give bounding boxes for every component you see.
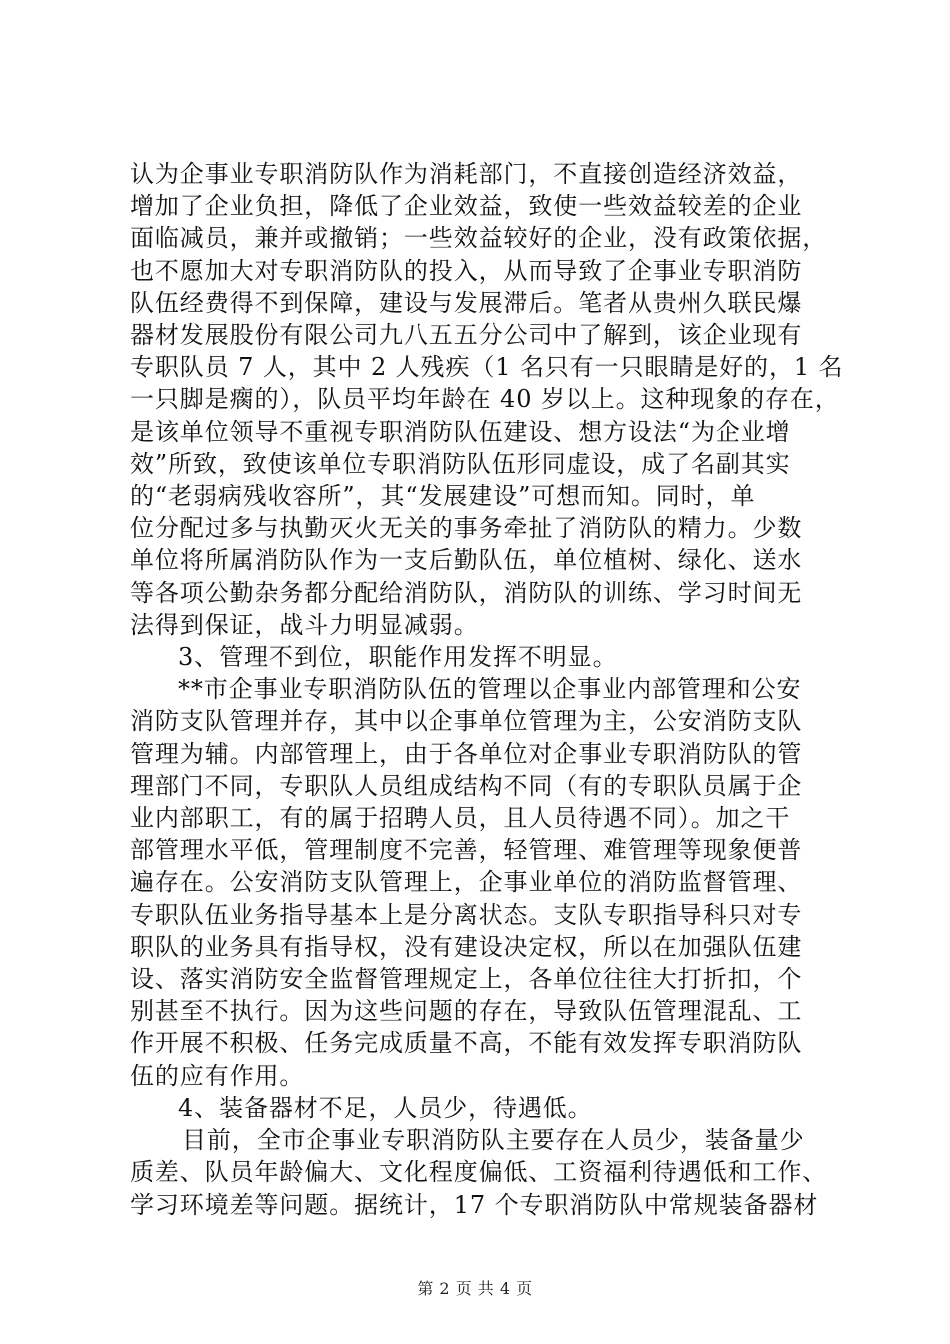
text-line: 认为企事业专职消防队作为消耗部门，不直接创造经济效益， — [130, 160, 803, 188]
text-line: 位分配过多与执勤灭火无关的事务牵扯了消防队的精力。少数 — [130, 514, 803, 543]
section-heading-3: 3、管理不到位，职能作用发挥不明显。 — [178, 643, 618, 672]
text-line: 管理为辅。内部管理上，由于各单位对企事业专职消防队的管 — [130, 739, 803, 768]
text-line: 职队的业务具有指导权，没有建设决定权，所以在加强队伍建 — [130, 932, 803, 961]
text-line: 法得到保证，战斗力明显减弱。 — [130, 610, 479, 639]
text-line: 也不愿加大对专职消防队的投入，从而导致了企事业专职消防 — [130, 256, 803, 285]
text-line: 增加了企业负担，降低了企业效益，致使一些效益较差的企业 — [130, 192, 803, 221]
text-line: 遍存在。公安消防支队管理上，企事业单位的消防监督管理、 — [130, 868, 803, 897]
text-line: 部管理水平低，管理制度不完善，轻管理、难管理等现象便普 — [130, 836, 803, 865]
text-line: 器材发展股份有限公司九八五五分公司中了解到，该企业现有 — [130, 321, 803, 350]
text-line: 专职队伍业务指导基本上是分离状态。支队专职指导科只对专 — [130, 900, 803, 929]
text-line: 面临减员，兼并或撤销；一些效益较好的企业，没有政策依据， — [130, 224, 828, 253]
section-heading-4: 4、装备器材不足，人员少，待遇低。 — [178, 1093, 593, 1122]
text-line: 伍的应有作用。 — [130, 1061, 305, 1090]
text-line: 作开展不积极、任务完成质量不高，不能有效发挥专职消防队 — [130, 1029, 803, 1058]
text-line: 质差、队员年龄偏大、文化程度偏低、工资福利待遇低和工作、 — [130, 1158, 828, 1187]
text-line: 理部门不同，专职队人员组成结构不同（有的专职队员属于企 — [130, 771, 803, 800]
text-line: 的“老弱病残收容所”，其“发展建设”可想而知。同时，单 — [130, 482, 756, 511]
text-line: 业内部职工，有的属于招聘人员，且人员待遇不同）。加之干 — [130, 804, 791, 833]
text-line: 消防支队管理并存，其中以企事单位管理为主，公安消防支队 — [130, 707, 803, 736]
paragraph-start-line: 目前，全市企事业专职消防队主要存在人员少，装备量少 — [182, 1126, 805, 1155]
text-line: 别甚至不执行。因为这些问题的存在，导致队伍管理混乱、工 — [130, 997, 803, 1026]
text-line: 专职队员 7 人，其中 2 人残疾（1 名只有一只眼睛是好的，1 名 — [130, 353, 844, 382]
text-line: 一只脚是瘸的），队员平均年龄在 40 岁以上。这种现象的存在， — [130, 385, 840, 414]
text-line: 单位将所属消防队作为一支后勤队伍，单位植树、绿化、送水 — [130, 546, 803, 575]
text-line: 队伍经费得不到保障，建设与发展滞后。笔者从贵州久联民爆 — [130, 288, 803, 317]
text-line: 是该单位领导不重视专职消防队伍建设、想方设法“为企业增 — [130, 417, 791, 446]
text-line: 等各项公勤杂务都分配给消防队，消防队的训练、学习时间无 — [130, 578, 803, 607]
text-line: 效”所致，致使该单位专职消防队伍形同虚设，成了名副其实 — [130, 449, 791, 478]
paragraph-start-line: **市企事业专职消防队伍的管理以企事业内部管理和公安 — [178, 675, 802, 704]
page-footer — [0, 1276, 950, 1299]
text-line: 学习环境差等问题。据统计，17 个专职消防队中常规装备器材 — [130, 1190, 819, 1219]
text-line: 设、落实消防安全监督管理规定上，各单位往往大打折扣，个 — [130, 965, 803, 994]
page-number: 第 2 页 共 4 页 — [417, 1279, 533, 1298]
document-body — [130, 158, 844, 1221]
